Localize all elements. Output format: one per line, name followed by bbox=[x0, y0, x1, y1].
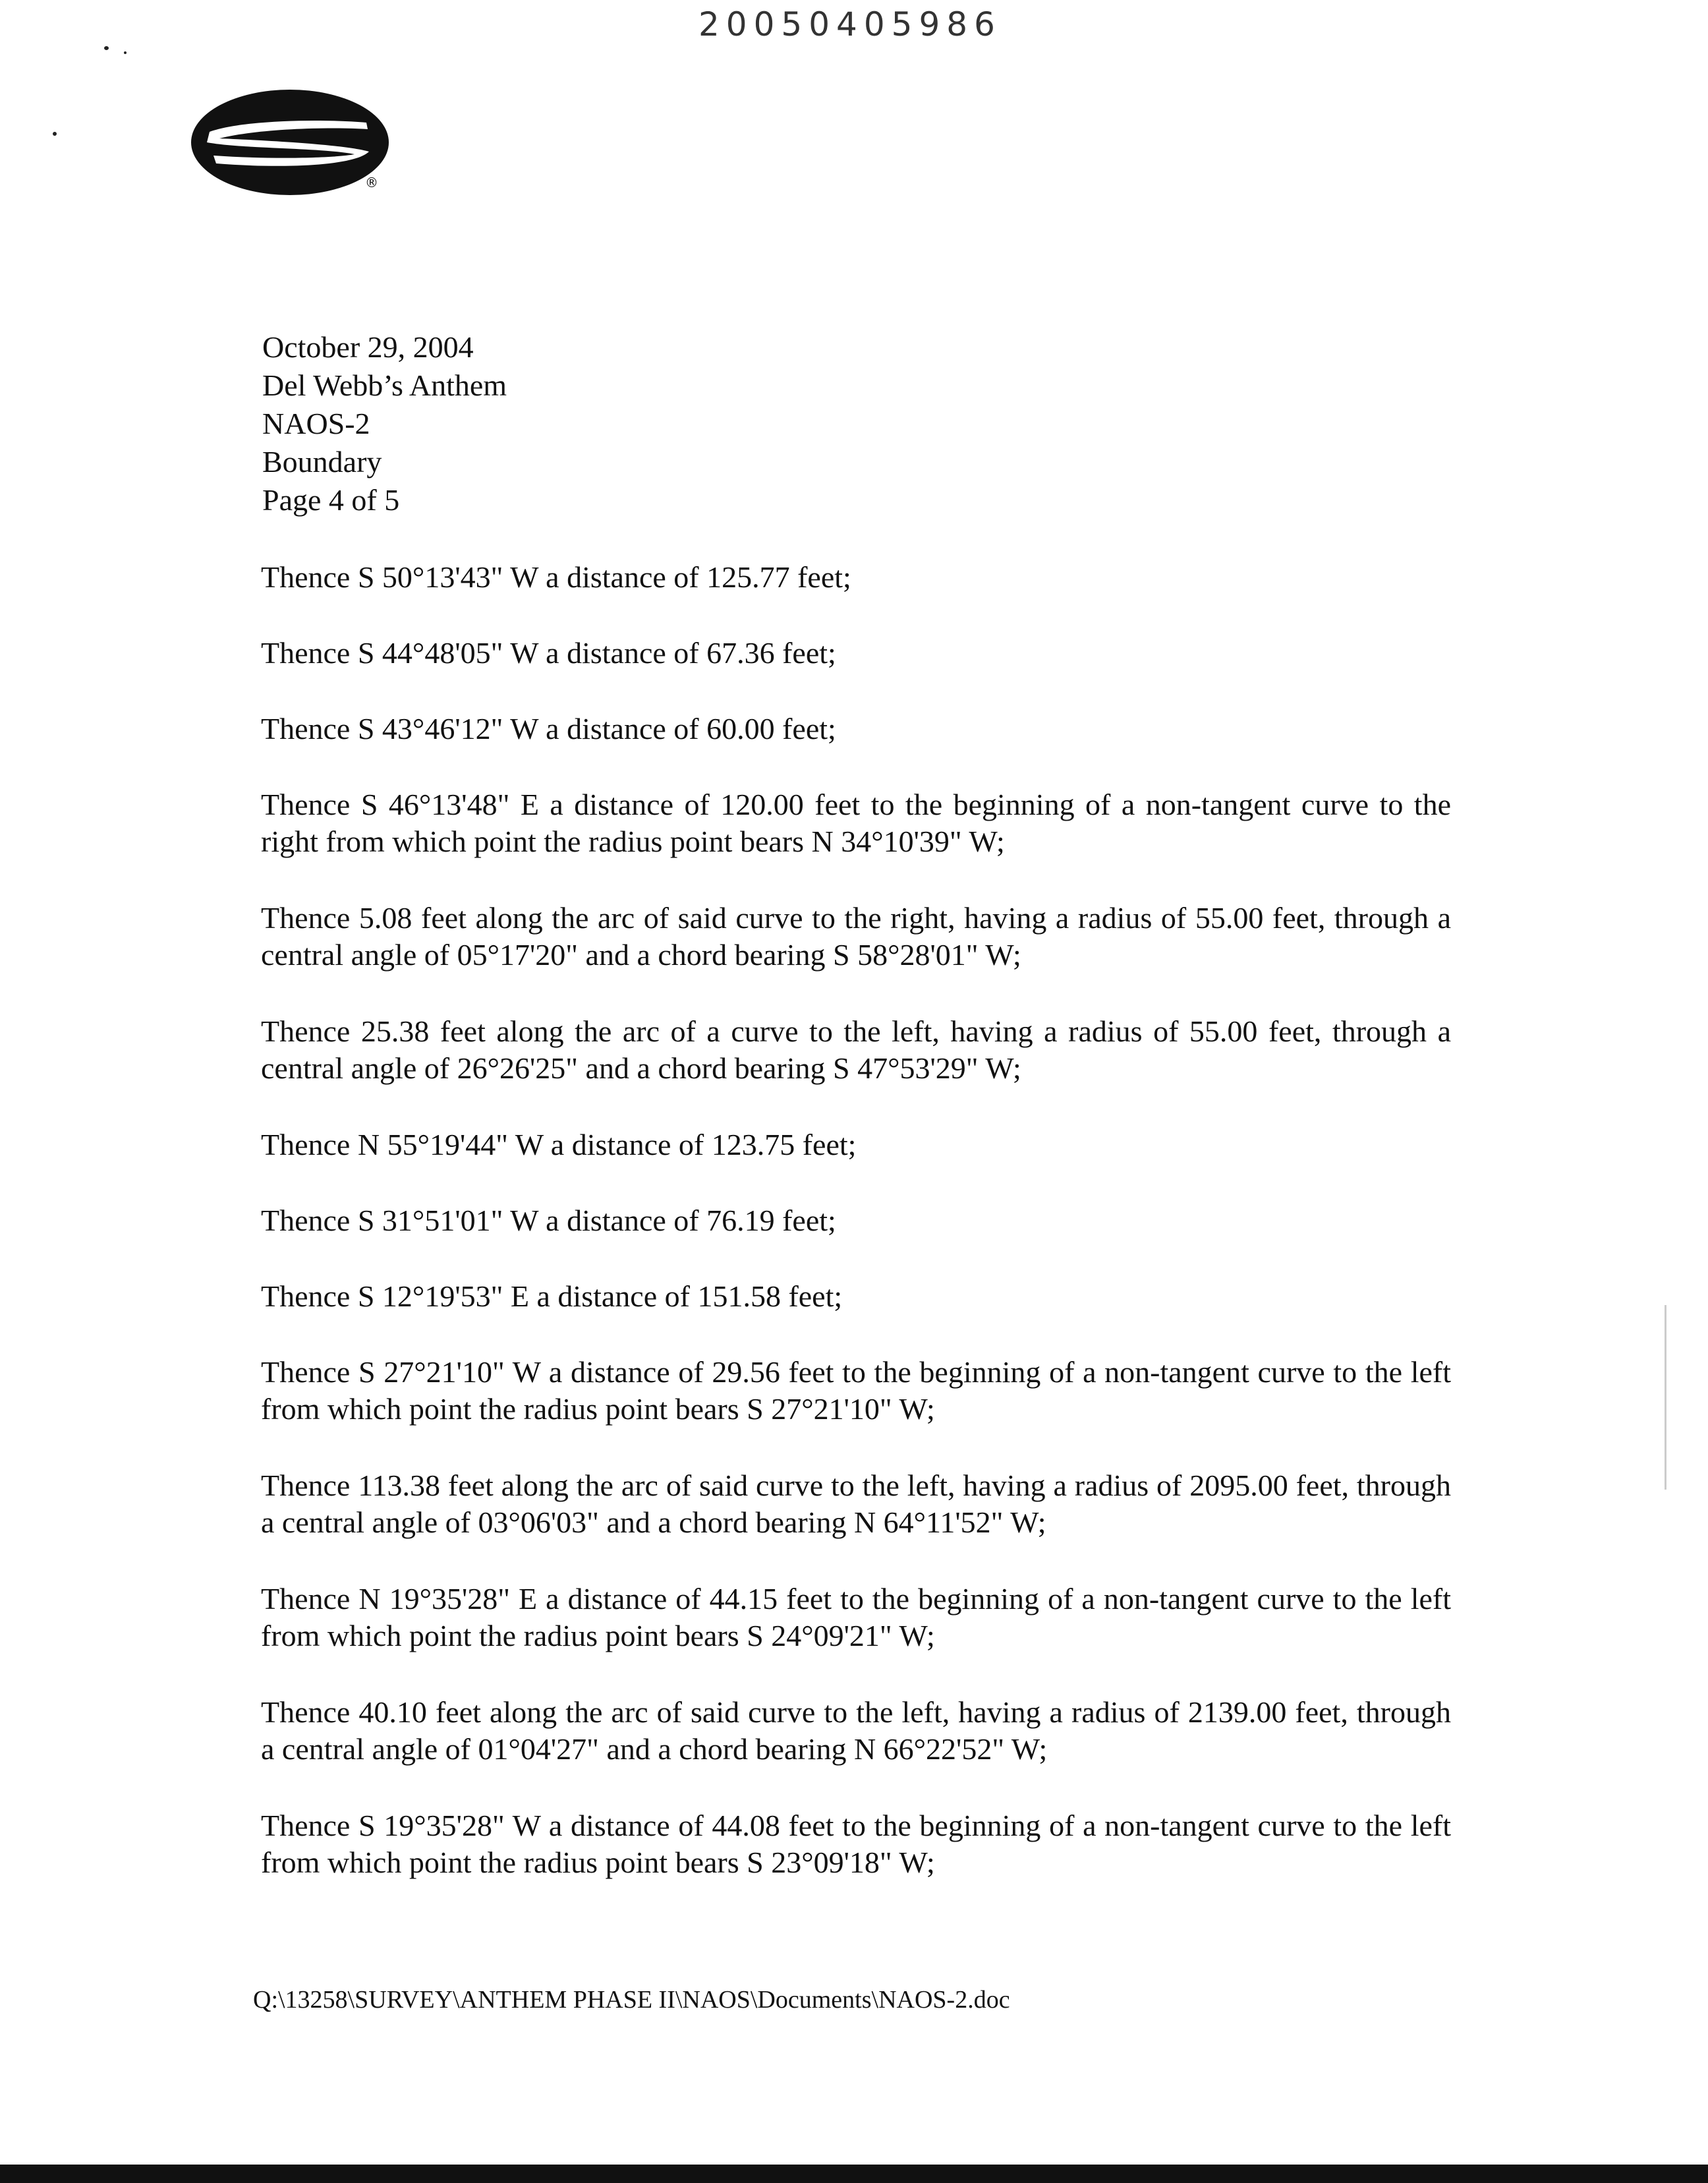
letter-header bbox=[262, 328, 507, 519]
header-date: October 29, 2004 bbox=[262, 330, 474, 364]
course-paragraph: Thence S 31°51'01" W a distance of 76.19 feet; bbox=[261, 1204, 836, 1237]
course-paragraph: Thence N 19°35'28" E a distance of 44.15 feet to the beginning of a non-tangent curve to the left from which point the radius point bears S 24°09'21" W; bbox=[261, 1582, 1451, 1652]
course-paragraph: Thence 113.38 feet along the arc of said curve to the left, having a radius of 2095.00 feet, through a central angle of 03°06'03" and a chord bearing N 64°11'52" W; bbox=[261, 1469, 1451, 1539]
course-paragraph: Thence 25.38 feet along the arc of a curve to the left, having a radius of 55.00 feet, through a central angle of 26°26'25" and a chord bearing S 47°53'29" W; bbox=[261, 1014, 1451, 1085]
footer-file-path: Q:\13258\SURVEY\ANTHEM PHASE II\NAOS\Documents\NAOS-2.doc bbox=[253, 1986, 1010, 2014]
course-paragraph: Thence S 27°21'10" W a distance of 29.56 feet to the beginning of a non-tangent curve to the left from which point the radius point bears S 27°21'10" W; bbox=[261, 1355, 1451, 1426]
course-paragraph: Thence S 12°19'53" E a distance of 151.58 feet; bbox=[261, 1279, 843, 1313]
scan-speck bbox=[104, 46, 109, 50]
course-paragraph: Thence S 19°35'28" W a distance of 44.08 feet to the beginning of a non-tangent curve to the left from which point the radius point bears S 23°09'18" W; bbox=[261, 1809, 1451, 1879]
header-area: NAOS-2 bbox=[262, 407, 370, 440]
course-paragraph: Thence S 50°13'43" W a distance of 125.77 feet; bbox=[261, 560, 851, 594]
course-paragraph: Thence S 46°13'48" E a distance of 120.00 feet to the beginning of a non-tangent curve to the right from which point the radius point bears N 34°10'39" W; bbox=[261, 788, 1451, 858]
header-page: Page 4 of 5 bbox=[262, 483, 400, 517]
scan-bottom-border bbox=[0, 2165, 1708, 2183]
course-paragraph: Thence S 43°46'12" W a distance of 60.00 feet; bbox=[261, 712, 836, 745]
boundary-description bbox=[261, 559, 1451, 1881]
course-paragraph: Thence 40.10 feet along the arc of said curve to the left, having a radius of 2139.00 feet, through a central angle of 01°04'27" and a chord bearing N 66°22'52" W; bbox=[261, 1695, 1451, 1766]
scan-edge-mark bbox=[1665, 1305, 1666, 1490]
header-project: Del Webb’s Anthem bbox=[262, 368, 507, 402]
scan-speck bbox=[124, 51, 127, 54]
course-paragraph: Thence N 55°19'44" W a distance of 123.75 feet; bbox=[261, 1128, 857, 1161]
course-paragraph: Thence S 44°48'05" W a distance of 67.36 feet; bbox=[261, 636, 836, 670]
company-logo-icon bbox=[190, 86, 401, 204]
scan-speck bbox=[53, 132, 57, 136]
course-paragraph: Thence 5.08 feet along the arc of said curve to the right, having a radius of 55.00 feet, through a central angle of 05°17'20" and a chord bearing S 58°28'01" W; bbox=[261, 901, 1451, 972]
registered-mark: ® bbox=[365, 175, 378, 190]
document-number: 20050405986 bbox=[698, 5, 1002, 44]
header-subject: Boundary bbox=[262, 445, 382, 479]
